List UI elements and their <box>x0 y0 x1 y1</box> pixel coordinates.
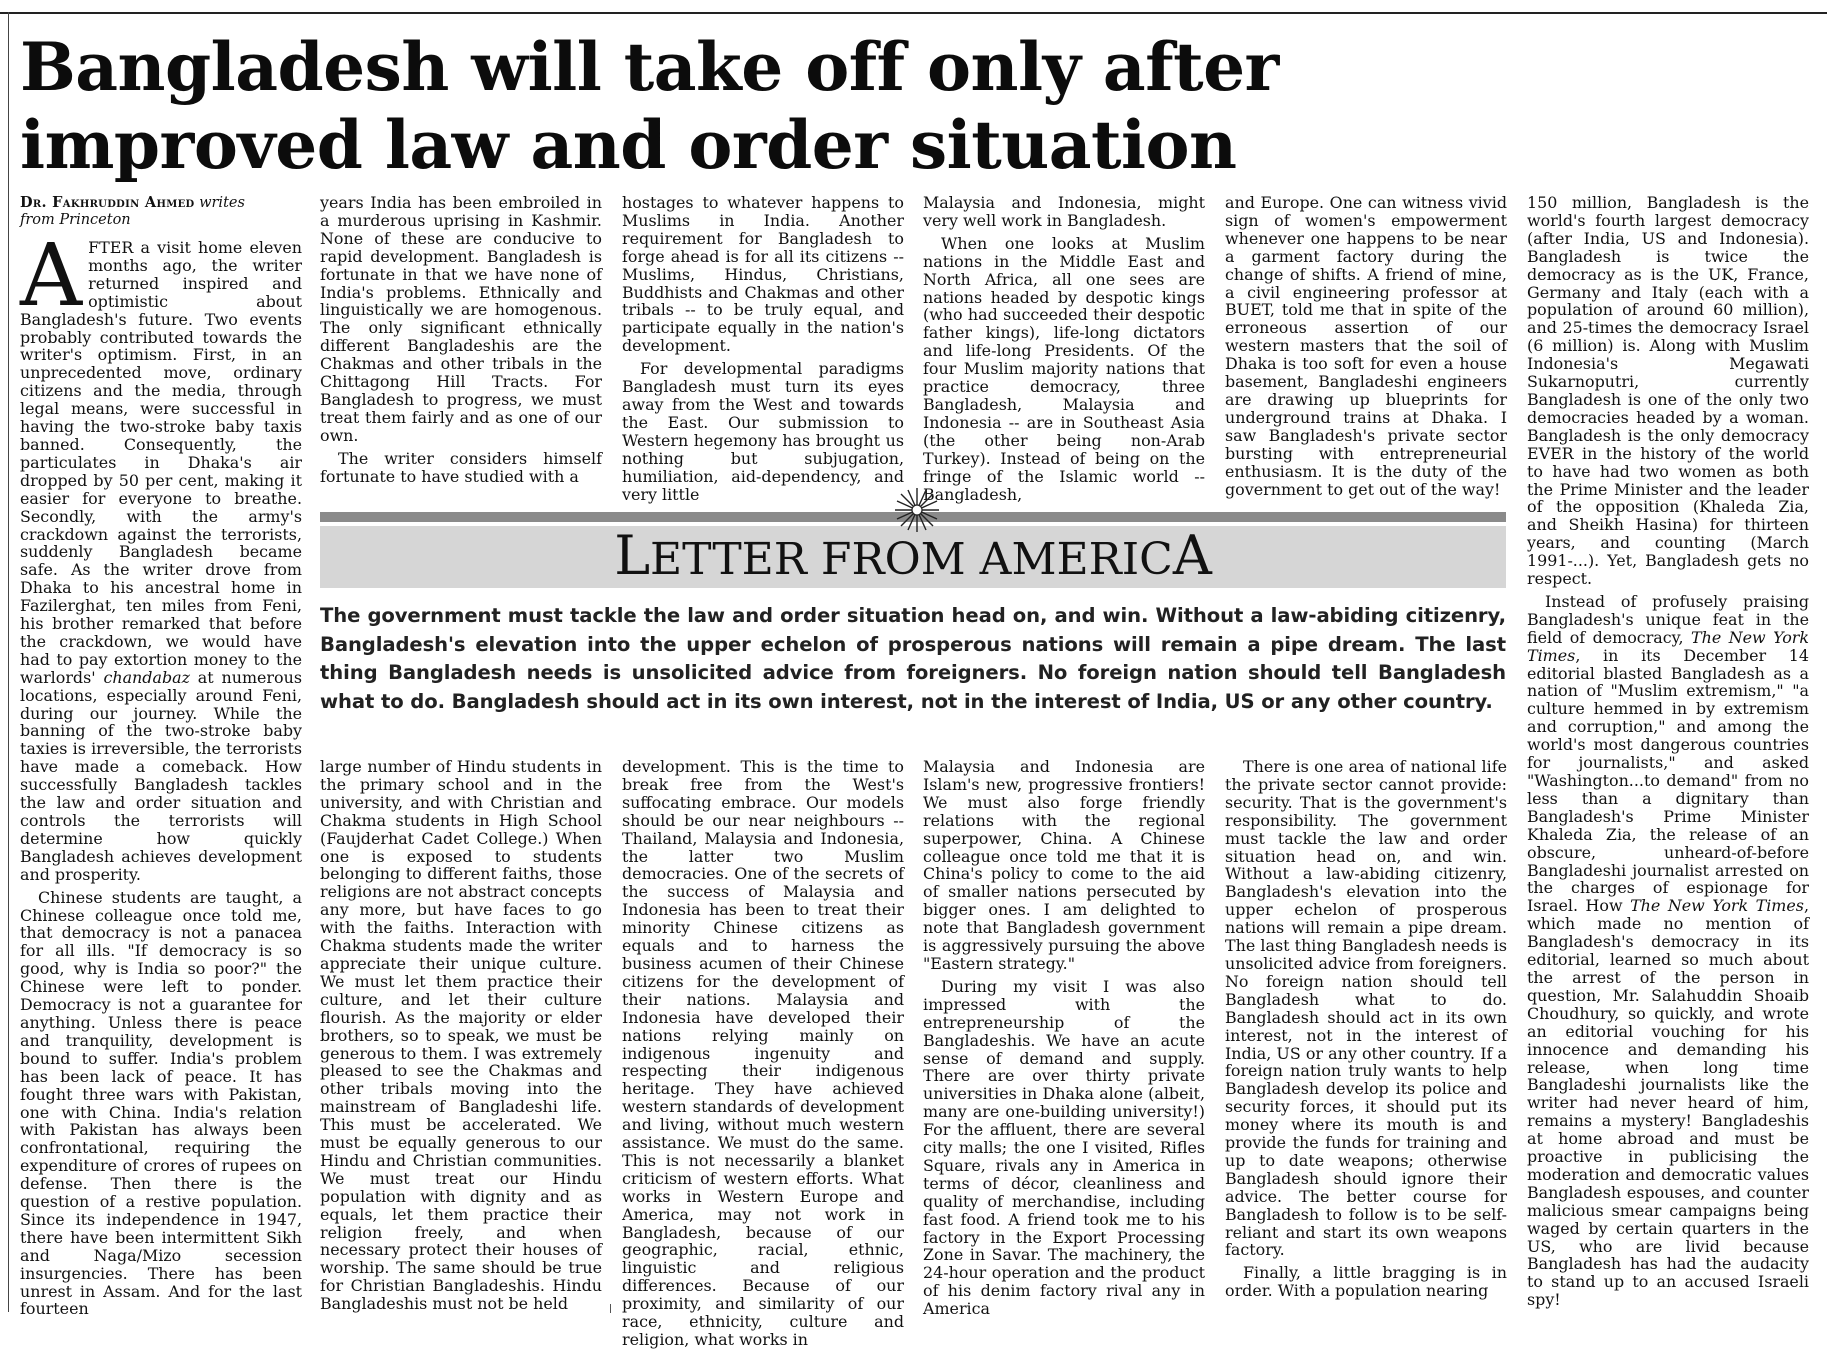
italic-title: The New York Times <box>1630 896 1804 916</box>
paragraph: For developmental paradigms Bangladesh must turn its eyes away from the West and towards the East. Our submission to Western hegemony has brought us nothing but subjugation, humiliation, aid-dependency, and very little <box>622 359 904 504</box>
column-1 <box>20 194 302 1323</box>
paragraph: Malaysia and Indonesia, might very well work in Bangladesh. <box>923 193 1205 230</box>
paragraph-text: at numerous locations, especially around Feni, during our journey. While the banning of the two-stroke baby taxies is irreversible, the terrorists have made a comeback. How successfully Bangladesh tackles the law and order situation and controls the terrorists will determine how quickly Bangladesh achieves development and prosperity. <box>20 667 302 884</box>
section-title: LETTER FROM AMERICA <box>614 524 1212 587</box>
paragraph: The writer considers himself fortunate to have studied with a <box>320 448 602 486</box>
paragraph-text: , which made no mention of Bangladesh's democracy in its editorial, learned so much about the arrest of the person in question, Mr. Salahuddin Shoaib Choudhury, so quickly, and wrote an editorial vouching for his innocence and demanding his release, when long time Bangladeshi journalists like the writer had never heard of him, remains a mystery! Bangladeshis at home abroad and must be proactive in publicising the moderation and democratic values Bangladesh espouses, and counter malicious smear campaigns being waged by certain quarters in the US, who are livid because Bangladesh has had the audacity to stand up to an accused Israeli spy! <box>1527 896 1809 1310</box>
paragraph-text: Instead of profusely praising Bangladesh's unique feat in the field of democracy, <box>1527 591 1809 647</box>
paragraph: large number of Hindu students in the primary school and in the university, and with Christian and Chakma students in High School (Faujderhat Cadet College.) When one is exposed to students belonging to different faiths, those religions are not abstract concepts any more, but have faces to go with the faiths. Interaction with Chakma students made the writer appreciate their unique culture. We must let them practice their culture, and let their culture flourish. As the majority or elder brothers, so to speak, we must be generous to them. I was extremely pleased to see the Chakmas and other tribals moving into the mainstream of Bangladeshi life. This must be accelerated. We must be equally generous to our Hindu and Christian communities. We must treat our Hindu population with dignity and as equals, let them practice their religion freely, and when necessary protect their houses of worship. The same should be true for Christian Bangladeshis. Hindu Bangladeshis must not be held <box>320 757 602 1314</box>
column-6 <box>1527 194 1809 1314</box>
paragraph: Malaysia and Indonesia are Islam's new, progressive frontiers! We must also forge friendly relations with the regional superpower, China. A Chinese colleague once told me that it is China's policy to come to the aid of smaller nations persecuted by bigger ones. I am delighted to note that Bangladesh government is aggressively pursuing the above "Eastern strategy." <box>923 757 1205 973</box>
paragraph: development. This is the time to break free from the West's suffocating embrace. Our models should be our near neighbours -- Thailand, Malaysia and Indonesia, the latter two Muslim democracies. One of the secrets of the success of Malaysia and Indonesia has been to treat their minority Chinese citizens as equals and to harness the business acumen of their Chinese citizens for the development of their nations. Malaysia and Indonesia have developed their nations relying mainly on indigenous ingenuity and respecting their indigenous heritage. They have achieved western standards of development and living, without much western assistance. We must do the same. This is not necessarily a blanket criticism of western efforts. What works in Western Europe and America, may not work in Bangladesh, because of our geographic, racial, ethnic, linguistic and religious differences. Because of our proximity, and similarity of our race, ethnicity, culture and religion, what works in <box>622 757 904 1349</box>
paragraph-text: , in its December 14 editorial blasted Bangladesh as a nation of "Muslim extremism," "a culture hemmed in by extremism and corruption," and among the world's most dangerous countries for journalists," and asked "Washington...to demand" from no less than a dignitary than Bangladesh's Prime Minister Khaleda Zia, the release of an obscure, unheard-of-before Bangladeshi journalist arrested on the charges of espionage for Israel. How <box>1527 645 1809 916</box>
drop-cap: A <box>20 226 83 326</box>
paragraph: years India has been embroiled in a murderous uprising in Kashmir. None of these are conducive to rapid development. Bangladesh is fortunate in that we have none of India's problems. Ethnically and linguistically we are homogenous. The only significant ethnically different Bangladeshis are the Chakmas and other tribals in the Chittagong Hill Tracts. For Bangladesh to progress, we must treat them fairly and as one of our own. <box>320 193 602 445</box>
column-5-top <box>1225 194 1507 503</box>
left-rule <box>8 12 9 1312</box>
column-3-bottom <box>622 758 904 1354</box>
paragraph: Finally, a little bragging is in order. With a population nearing <box>1225 1263 1507 1301</box>
starburst-icon <box>893 486 941 534</box>
paragraph: hostages to whatever happens to Muslims in India. Another requirement for Bangladesh to forge ahead is for all its citizens -- Muslims, Hindus, Christians, Buddhists and Chakmas and other tribals -- to be truly equal, and participate equally in the nation's development. <box>622 193 904 356</box>
italic-title: The New York Times <box>1527 627 1809 665</box>
column-4-bottom <box>923 758 1205 1323</box>
paragraph-text: FTER a visit home eleven months ago, the writer returned inspired and optimistic about Bangladesh's future. Two events probably contributed towards the writer's optimism. First, in an unprecedented move, ordinary citizens and the media, through legal means, were successful in having the two-stroke baby taxis banned. Consequently, the particulates in Dhaka's air dropped by 50 per cent, making it easier for everyone to breathe. Secondly, with the army's crackdown against the terrorists, suddenly Bangladesh became safe. As the writer drove from Dhaka to his ancestral home in Fazilerghat, ten miles from Feni, his brother remarked that before the crackdown, we would have had to pay extortion money to the warlords' <box>20 238 302 687</box>
column-2-top <box>320 194 602 491</box>
paragraph: During my visit I was also impressed with the entrepreneurship of the Bangladeshis. We have an acute sense of demand and supply. There are over thirty private universities in Dhaka alone (albeit, many are one-building university!) For the affluent, there are several city malls; the one I visited, Rifles Square, rivals any in America in terms of décor, cleanliness and quality of merchandise, including fast food. A friend took me to his factory in the Export Processing Zone in Savar. The machinery, the 24-hour operation and the product of his denim factory rival any in America <box>923 976 1205 1319</box>
column-2-bottom <box>320 758 602 1318</box>
column-5-bottom <box>1225 758 1507 1305</box>
fold-mark <box>610 1304 611 1313</box>
headline: Bangladesh will take off only after improved law and order situation <box>20 28 1279 184</box>
italic-term: chandabaz <box>103 667 190 687</box>
byline <box>20 194 302 229</box>
byline-author: Dr. Fakhruddin Ahmed <box>20 194 195 211</box>
paragraph <box>1527 593 1809 1309</box>
column-3-top <box>622 194 904 508</box>
paragraph: 150 million, Bangladesh is the world's fourth largest democracy (after India, US and Indonesia). Bangladesh is twice the democracy as is the UK, France, Germany and Italy (each with a population of around 60 million), and 25-times the democracy Israel (6 million) is. Along with Muslim Indonesia's Megawati Sukarnoputri, currently Bangladesh is one of the only two democracies headed by a woman. Bangladesh is the only democracy EVER in the history of the world to have had two women as both the Prime Minister and the leader of the opposition (Khaleda Zia, and Sheikh Hasina) for thirteen years, and counting (March 1991-...). Yet, Bangladesh gets no respect. <box>1527 193 1809 589</box>
paragraph: There is one area of national life the private sector cannot provide: security. That is the government's responsibility. The government must tackle the law and order situation head on, and win. Without a law-abiding citizenry, Bangladesh's elevation into the upper echelon of prosperous nations will remain a pipe dream. The last thing Bangladesh needs is unsolicited advice from foreigners. No foreign nation should tell Bangladesh what to do. Bangladesh should act in its own interest, not in the interest of India, US or any other country. If a foreign nation truly wants to help Bangladesh develop its police and security forces, it should put its money where its mouth is and provide the funds for training and up to date weapons; otherwise Bangladesh should ignore their advice. The better course for Bangladesh to follow is to be self-reliant and start its own weapons factory. <box>1225 757 1507 1260</box>
paragraph: Chinese students are taught, a Chinese colleague once told me, that democracy is not a panacea for all ills. "If democracy is so good, why is India so poor?" the Chinese were left to ponder. Democracy is not a guarantee for anything. Unless there is peace and tranquility, development is bound to suffer. India's problem has been lack of peace. It has fought three wars with Pakistan, one with China. India's relation with Pakistan has always been confrontational, requiring the expenditure of crores of rupees on defense. Then there is the question of a restive population. Since its independence in 1947, there have been intermittent Sikh and Naga/Mizo secession insurgencies. There has been unrest in Assam. And for the last fourteen <box>20 887 302 1319</box>
paragraph <box>20 226 302 884</box>
pull-quote: The government must tackle the law and order situation head on, and win. Without a law-abiding citizenry, Bangladesh's elevation into the upper echelon of prosperous nations will remain a pipe dream. The last thing Bangladesh needs is unsolicited advice from foreigners. No foreign nation should tell Bangladesh what to do. Bangladesh should act in its own interest, not in the interest of India, US or any other country. <box>320 604 1506 713</box>
byline-place: from Princeton <box>20 212 131 228</box>
top-rule <box>0 12 1827 14</box>
letter-from-america-banner <box>320 512 1506 726</box>
column-4-top <box>923 194 1205 508</box>
paragraph: When one looks at Muslim nations in the Middle East and North Africa, all one sees are nations headed by despotic kings (who had succeeded their despotic father kings), life-long dictators and life-long Presidents. Of the four Muslim majority nations that practice democracy, three Bangladesh, Malaysia and Indonesia -- are in Southeast Asia (the other being non-Arab Turkey). Instead of being on the fringe of the Islamic world -- Bangladesh, <box>923 233 1205 504</box>
paragraph: and Europe. One can witness vivid sign of women's empowerment whenever one happens to be near a garment factory during the change of shifts. A friend of mine, a civil engineering professor at BUET, told me that in spite of the erroneous assertion of our western masters that the soil of Dhaka is too soft for even a house basement, Bangladeshi engineers are drawing up blueprints for underground trains at Dhaka. I saw Bangladesh's private sector bursting with entrepreneurial enthusiasm. It is the duty of the government to get out of the way! <box>1225 193 1507 499</box>
byline-verb: writes <box>199 195 245 211</box>
